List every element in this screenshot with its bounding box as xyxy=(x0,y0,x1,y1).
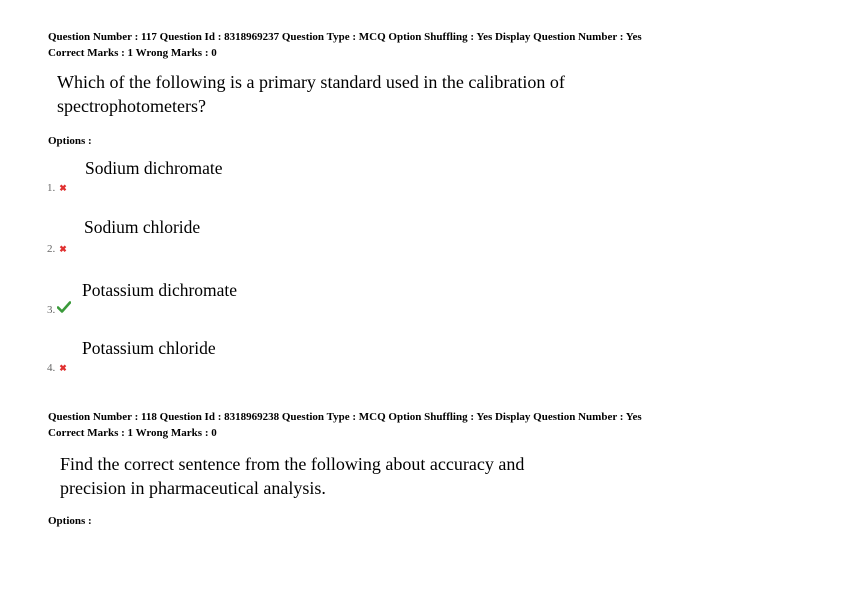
option-4-text: Potassium chloride xyxy=(82,338,216,358)
option-4-marker xyxy=(47,358,67,376)
question-118-text-line1: Find the correct sentence from the following about accuracy and xyxy=(60,454,525,474)
option-1-marker xyxy=(47,178,67,196)
option-3-text: Potassium dichromate xyxy=(82,280,238,300)
question-117-options-label: Options : xyxy=(48,135,92,147)
option-2-text: Sodium chloride xyxy=(84,217,201,237)
option-2-number: 2. xyxy=(47,243,56,255)
question-118-options-label: Options : xyxy=(48,515,92,527)
option-4-number: 4. xyxy=(47,362,56,374)
question-118-marks: Correct Marks : 1 Wrong Marks : 0 xyxy=(48,427,217,439)
option-1-number: 1. xyxy=(47,182,56,194)
option-3-number: 3. xyxy=(47,304,56,316)
option-3-marker xyxy=(47,300,71,318)
question-118-meta: Question Number : 118 Question Id : 8318969238 Question Type : MCQ Option Shuffling : Yes Display Question Number : Yes xyxy=(48,411,642,423)
question-118-text-line2: precision in pharmaceutical analysis. xyxy=(60,478,326,498)
question-117-marks: Correct Marks : 1 Wrong Marks : 0 xyxy=(48,47,217,59)
question-117-meta: Question Number : 117 Question Id : 8318969237 Question Type : MCQ Option Shuffling : Yes Display Question Number : Yes xyxy=(48,31,642,43)
option-2-marker xyxy=(47,239,67,257)
cross-icon: ✖ xyxy=(59,363,67,373)
cross-icon: ✖ xyxy=(59,183,67,193)
cross-icon: ✖ xyxy=(59,244,67,254)
question-117-text-line1: Which of the following is a primary standard used in the calibration of xyxy=(57,72,565,92)
check-icon xyxy=(57,300,71,318)
option-1-text: Sodium dichromate xyxy=(85,158,223,178)
question-117-text-line2: spectrophotometers? xyxy=(57,96,206,116)
